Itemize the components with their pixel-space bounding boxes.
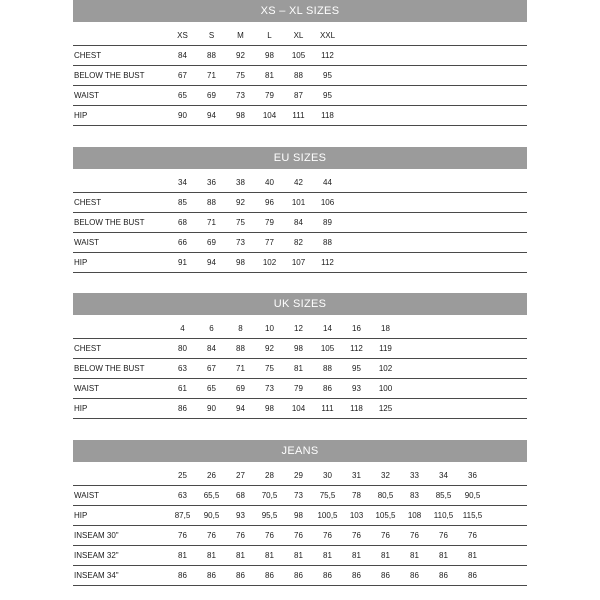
measurement-label: HIP — [73, 253, 168, 273]
size-header-cell: S — [197, 26, 226, 46]
measurement-value: 88 — [197, 193, 226, 213]
measurement-value: 76 — [400, 526, 429, 546]
measurement-value: 105 — [284, 46, 313, 66]
measurement-row — [73, 66, 527, 86]
table-filler — [487, 486, 527, 506]
table-filler — [342, 233, 527, 253]
measurement-value: 111 — [313, 399, 342, 419]
measurement-value: 92 — [226, 193, 255, 213]
size-header-cell: 16 — [342, 319, 371, 339]
measurement-value: 77 — [255, 233, 284, 253]
table-filler — [342, 106, 527, 126]
measurement-value: 96 — [255, 193, 284, 213]
size-header-cell: 36 — [458, 466, 487, 486]
size-header-cell: 34 — [429, 466, 458, 486]
measurement-value: 66 — [168, 233, 197, 253]
measurement-label: INSEAM 34" — [73, 566, 168, 586]
measurement-value: 86 — [168, 566, 197, 586]
measurement-value: 102 — [255, 253, 284, 273]
measurement-row — [73, 359, 527, 379]
table-filler — [342, 26, 527, 46]
measurement-label: CHEST — [73, 193, 168, 213]
measurement-value: 86 — [313, 566, 342, 586]
measurement-value: 110,5 — [429, 506, 458, 526]
size-header-cell: 10 — [255, 319, 284, 339]
measurement-value: 75 — [226, 213, 255, 233]
measurement-value: 86 — [400, 566, 429, 586]
size-header-corner — [73, 173, 168, 193]
measurement-value: 81 — [197, 546, 226, 566]
measurement-value: 81 — [400, 546, 429, 566]
table-filler — [342, 253, 527, 273]
measurement-value: 93 — [342, 379, 371, 399]
measurement-value: 88 — [197, 46, 226, 66]
size-header-row — [73, 173, 527, 193]
table-filler — [400, 399, 527, 419]
size-section — [73, 147, 527, 273]
measurement-value: 95,5 — [255, 506, 284, 526]
measurement-value: 85 — [168, 193, 197, 213]
section-title: JEANS — [73, 440, 527, 462]
size-header-cell: 30 — [313, 466, 342, 486]
size-header-corner — [73, 26, 168, 46]
measurement-value: 76 — [284, 526, 313, 546]
measurement-value: 102 — [371, 359, 400, 379]
measurement-value: 80 — [168, 339, 197, 359]
size-header-cell: 29 — [284, 466, 313, 486]
measurement-label: HIP — [73, 506, 168, 526]
measurement-value: 63 — [168, 359, 197, 379]
measurement-value: 69 — [226, 379, 255, 399]
size-header-cell: 31 — [342, 466, 371, 486]
size-header-cell: 6 — [197, 319, 226, 339]
measurement-value: 81 — [255, 546, 284, 566]
measurement-row — [73, 213, 527, 233]
measurement-value: 87 — [284, 86, 313, 106]
size-header-cell: 42 — [284, 173, 313, 193]
measurement-label: WAIST — [73, 233, 168, 253]
measurement-value: 90,5 — [458, 486, 487, 506]
measurement-value: 76 — [342, 526, 371, 546]
measurement-value: 87,5 — [168, 506, 197, 526]
measurement-value: 83 — [400, 486, 429, 506]
size-table — [73, 462, 527, 586]
measurement-value: 81 — [284, 359, 313, 379]
measurement-label: CHEST — [73, 46, 168, 66]
measurement-row — [73, 526, 527, 546]
section-title: XS – XL SIZES — [73, 0, 527, 22]
table-filler — [487, 526, 527, 546]
table-filler — [342, 46, 527, 66]
measurement-value: 70,5 — [255, 486, 284, 506]
measurement-value: 75 — [255, 359, 284, 379]
size-table — [73, 315, 527, 419]
table-filler — [487, 546, 527, 566]
measurement-value: 125 — [371, 399, 400, 419]
measurement-value: 73 — [284, 486, 313, 506]
measurement-value: 76 — [313, 526, 342, 546]
measurement-row — [73, 233, 527, 253]
measurement-value: 63 — [168, 486, 197, 506]
size-header-row — [73, 26, 527, 46]
measurement-value: 84 — [168, 46, 197, 66]
measurement-value: 86 — [226, 566, 255, 586]
measurement-value: 80,5 — [371, 486, 400, 506]
measurement-value: 104 — [284, 399, 313, 419]
measurement-row — [73, 566, 527, 586]
measurement-value: 76 — [168, 526, 197, 546]
measurement-value: 118 — [342, 399, 371, 419]
measurement-value: 93 — [226, 506, 255, 526]
measurement-value: 115,5 — [458, 506, 487, 526]
measurement-value: 94 — [197, 106, 226, 126]
size-header-cell: 18 — [371, 319, 400, 339]
table-filler — [400, 379, 527, 399]
table-filler — [400, 319, 527, 339]
table-filler — [342, 173, 527, 193]
table-filler — [487, 566, 527, 586]
measurement-value: 76 — [226, 526, 255, 546]
measurement-value: 81 — [255, 66, 284, 86]
measurement-value: 100,5 — [313, 506, 342, 526]
measurement-value: 76 — [429, 526, 458, 546]
table-filler — [400, 359, 527, 379]
measurement-label: BELOW THE BUST — [73, 66, 168, 86]
measurement-row — [73, 486, 527, 506]
measurement-value: 90 — [197, 399, 226, 419]
size-header-cell: XXL — [313, 26, 342, 46]
measurement-value: 86 — [429, 566, 458, 586]
measurement-row — [73, 546, 527, 566]
measurement-value: 73 — [226, 233, 255, 253]
measurement-value: 76 — [255, 526, 284, 546]
measurement-value: 67 — [168, 66, 197, 86]
measurement-row — [73, 46, 527, 66]
measurement-label: CHEST — [73, 339, 168, 359]
size-header-cell: XL — [284, 26, 313, 46]
measurement-value: 105,5 — [371, 506, 400, 526]
size-header-cell: 26 — [197, 466, 226, 486]
measurement-value: 111 — [284, 106, 313, 126]
measurement-label: HIP — [73, 106, 168, 126]
table-filler — [342, 193, 527, 213]
measurement-label: WAIST — [73, 486, 168, 506]
table-filler — [342, 86, 527, 106]
measurement-row — [73, 339, 527, 359]
measurement-value: 108 — [400, 506, 429, 526]
measurement-value: 89 — [313, 213, 342, 233]
measurement-label: INSEAM 32" — [73, 546, 168, 566]
size-table — [73, 169, 527, 273]
measurement-value: 75 — [226, 66, 255, 86]
measurement-value: 81 — [168, 546, 197, 566]
measurement-value: 65 — [197, 379, 226, 399]
measurement-value: 98 — [255, 399, 284, 419]
size-section — [73, 440, 527, 586]
size-section — [73, 293, 527, 419]
size-header-cell: XS — [168, 26, 197, 46]
section-title: UK SIZES — [73, 293, 527, 315]
measurement-row — [73, 379, 527, 399]
measurement-value: 76 — [197, 526, 226, 546]
measurement-value: 86 — [284, 566, 313, 586]
measurement-label: WAIST — [73, 86, 168, 106]
table-filler — [400, 339, 527, 359]
measurement-value: 95 — [313, 86, 342, 106]
measurement-value: 86 — [458, 566, 487, 586]
measurement-label: INSEAM 30" — [73, 526, 168, 546]
measurement-label: WAIST — [73, 379, 168, 399]
measurement-value: 76 — [371, 526, 400, 546]
size-header-cell: 14 — [313, 319, 342, 339]
measurement-value: 86 — [255, 566, 284, 586]
measurement-value: 79 — [255, 213, 284, 233]
size-header-corner — [73, 466, 168, 486]
size-header-cell: 4 — [168, 319, 197, 339]
measurement-value: 82 — [284, 233, 313, 253]
measurement-value: 90 — [168, 106, 197, 126]
size-header-cell: 8 — [226, 319, 255, 339]
size-header-cell: 27 — [226, 466, 255, 486]
measurement-value: 86 — [313, 379, 342, 399]
table-filler — [342, 213, 527, 233]
measurement-value: 88 — [313, 359, 342, 379]
size-header-row — [73, 319, 527, 339]
measurement-value: 84 — [197, 339, 226, 359]
measurement-value: 90,5 — [197, 506, 226, 526]
size-header-cell: 12 — [284, 319, 313, 339]
measurement-value: 105 — [313, 339, 342, 359]
size-header-corner — [73, 319, 168, 339]
measurement-label: BELOW THE BUST — [73, 359, 168, 379]
measurement-value: 81 — [313, 546, 342, 566]
size-header-cell: 34 — [168, 173, 197, 193]
size-header-cell: 38 — [226, 173, 255, 193]
section-title: EU SIZES — [73, 147, 527, 169]
measurement-value: 81 — [458, 546, 487, 566]
size-header-cell: 33 — [400, 466, 429, 486]
size-header-cell: 36 — [197, 173, 226, 193]
measurement-value: 71 — [226, 359, 255, 379]
measurement-value: 98 — [226, 253, 255, 273]
measurement-value: 81 — [371, 546, 400, 566]
size-header-cell: 28 — [255, 466, 284, 486]
measurement-value: 88 — [226, 339, 255, 359]
size-header-cell: 25 — [168, 466, 197, 486]
measurement-value: 94 — [226, 399, 255, 419]
measurement-value: 88 — [284, 66, 313, 86]
measurement-value: 95 — [313, 66, 342, 86]
measurement-value: 75,5 — [313, 486, 342, 506]
measurement-row — [73, 399, 527, 419]
measurement-row — [73, 106, 527, 126]
measurement-value: 69 — [197, 233, 226, 253]
size-header-cell: L — [255, 26, 284, 46]
measurement-label: BELOW THE BUST — [73, 213, 168, 233]
measurement-value: 71 — [197, 213, 226, 233]
measurement-value: 112 — [313, 46, 342, 66]
measurement-row — [73, 253, 527, 273]
measurement-row — [73, 86, 527, 106]
measurement-value: 119 — [371, 339, 400, 359]
measurement-value: 95 — [342, 359, 371, 379]
measurement-value: 71 — [197, 66, 226, 86]
table-filler — [487, 506, 527, 526]
size-table — [73, 22, 527, 126]
size-header-cell: 40 — [255, 173, 284, 193]
measurement-value: 107 — [284, 253, 313, 273]
size-header-row — [73, 466, 527, 486]
measurement-value: 98 — [284, 506, 313, 526]
measurement-value: 98 — [255, 46, 284, 66]
measurement-value: 68 — [226, 486, 255, 506]
measurement-value: 86 — [197, 566, 226, 586]
measurement-value: 79 — [255, 86, 284, 106]
measurement-value: 86 — [342, 566, 371, 586]
measurement-label: HIP — [73, 399, 168, 419]
measurement-value: 86 — [168, 399, 197, 419]
measurement-value: 85,5 — [429, 486, 458, 506]
measurement-value: 98 — [226, 106, 255, 126]
measurement-value: 61 — [168, 379, 197, 399]
measurement-value: 84 — [284, 213, 313, 233]
measurement-value: 86 — [371, 566, 400, 586]
measurement-value: 76 — [458, 526, 487, 546]
size-header-cell: 44 — [313, 173, 342, 193]
measurement-value: 101 — [284, 193, 313, 213]
measurement-value: 81 — [226, 546, 255, 566]
measurement-value: 106 — [313, 193, 342, 213]
measurement-value: 67 — [197, 359, 226, 379]
measurement-value: 65 — [168, 86, 197, 106]
measurement-value: 94 — [197, 253, 226, 273]
size-header-cell: M — [226, 26, 255, 46]
measurement-value: 103 — [342, 506, 371, 526]
measurement-value: 92 — [255, 339, 284, 359]
measurement-value: 81 — [342, 546, 371, 566]
measurement-value: 88 — [313, 233, 342, 253]
size-section — [73, 0, 527, 126]
measurement-value: 69 — [197, 86, 226, 106]
size-header-cell: 32 — [371, 466, 400, 486]
measurement-row — [73, 506, 527, 526]
measurement-row — [73, 193, 527, 213]
measurement-value: 81 — [429, 546, 458, 566]
measurement-value: 112 — [313, 253, 342, 273]
measurement-value: 79 — [284, 379, 313, 399]
measurement-value: 100 — [371, 379, 400, 399]
measurement-value: 92 — [226, 46, 255, 66]
measurement-value: 112 — [342, 339, 371, 359]
measurement-value: 118 — [313, 106, 342, 126]
measurement-value: 73 — [226, 86, 255, 106]
measurement-value: 68 — [168, 213, 197, 233]
table-filler — [342, 66, 527, 86]
measurement-value: 98 — [284, 339, 313, 359]
measurement-value: 73 — [255, 379, 284, 399]
measurement-value: 65,5 — [197, 486, 226, 506]
measurement-value: 78 — [342, 486, 371, 506]
measurement-value: 104 — [255, 106, 284, 126]
measurement-value: 81 — [284, 546, 313, 566]
measurement-value: 91 — [168, 253, 197, 273]
table-filler — [487, 466, 527, 486]
